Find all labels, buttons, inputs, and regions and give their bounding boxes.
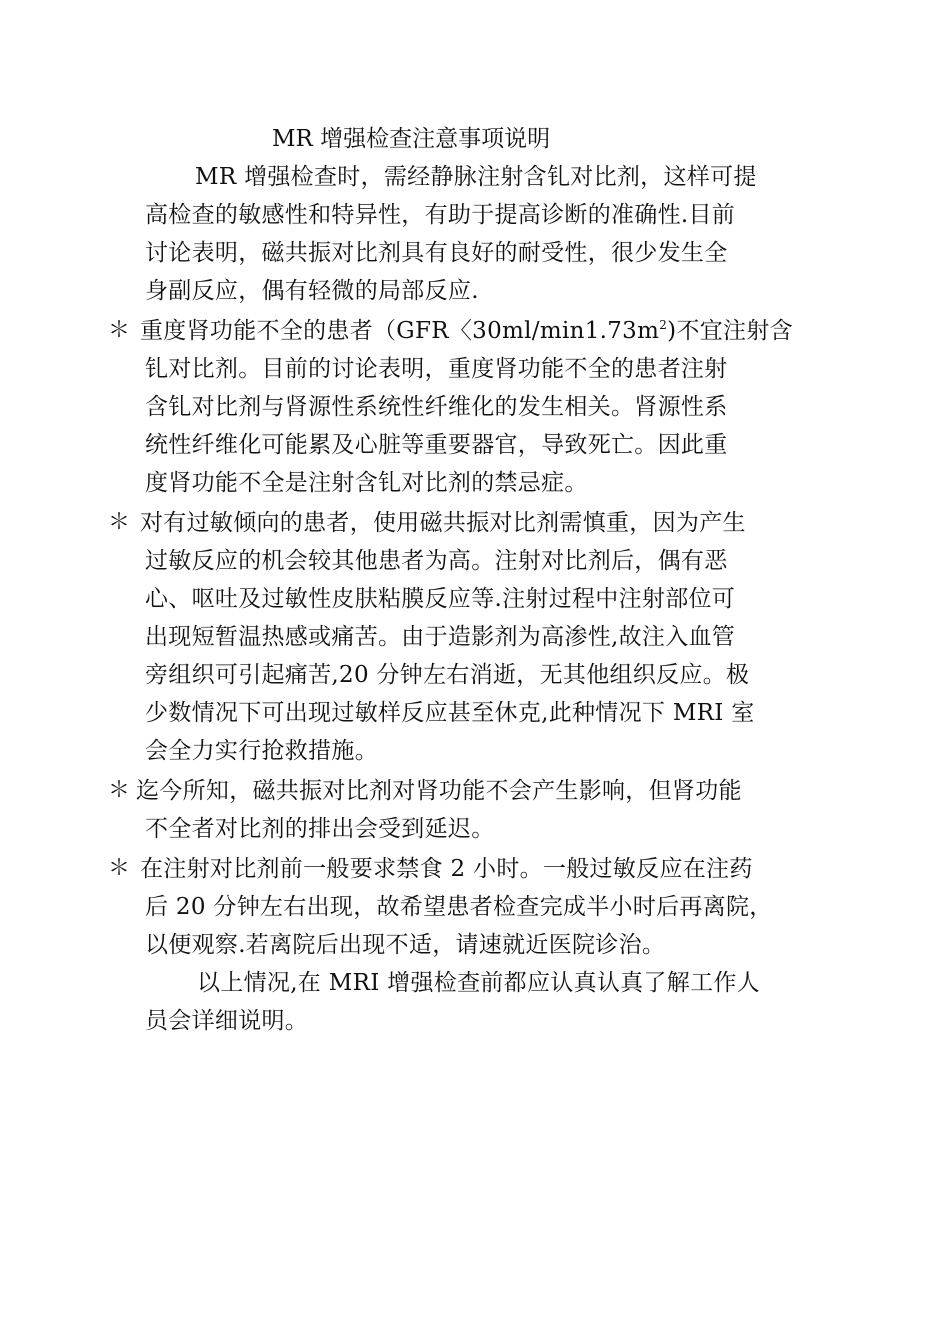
bullet-1-line: 含钆对比剂与肾源性系统性纤维化的发生相关。肾源性系: [145, 394, 728, 420]
bullet-marker: ＊: [108, 856, 131, 881]
bullet-3-line: 不全者对比剂的排出会受到延迟。: [145, 816, 495, 842]
bullet-2-line: 心、呕吐及过敏性皮肤粘膜反应等.注射过程中注射部位可: [145, 586, 736, 612]
document-title: MR 增强检查注意事项说明: [272, 126, 551, 152]
bullet-1-text: 重度肾功能不全的患者（GFR〈30ml/min1.73m: [140, 318, 660, 344]
closing-line: 员会详细说明。: [145, 1008, 309, 1034]
bullet-2-line: 旁组织可引起痛苦,20 分钟左右消逝，无其他组织反应。极: [145, 662, 750, 688]
bullet-2-line: 出现短暂温热感或痛苦。由于造影剂为高渗性,故注入血管: [145, 624, 736, 650]
closing-line: 以上情况,在 MRI 增强检查前都应认真认真了解工作人: [197, 970, 760, 996]
bullet-1-first-line: [140, 312, 793, 350]
bullet-4-line: 在注射对比剂前一般要求禁食 2 小时。一般过敏反应在注药: [140, 856, 753, 882]
intro-line: 身副反应，偶有轻微的局部反应.: [145, 278, 479, 304]
bullet-marker: ＊: [108, 318, 131, 343]
intro-line: 高检查的敏感性和特异性，有助于提高诊断的准确性.目前: [145, 202, 736, 228]
bullet-2-line: 少数情况下可出现过敏样反应甚至休克,此种情况下 MRI 室: [145, 700, 755, 726]
bullet-1-line: 钆对比剂。目前的讨论表明，重度肾功能不全的患者注射: [145, 356, 728, 382]
bullet-1-line: 度肾功能不全是注射含钆对比剂的禁忌症。: [145, 470, 588, 496]
bullet-marker: ＊: [108, 778, 131, 803]
bullet-2-line: 对有过敏倾向的患者，使用磁共振对比剂需慎重，因为产生: [140, 510, 746, 536]
bullet-marker: ＊: [108, 510, 131, 535]
bullet-1-text: )不宜注射含: [667, 318, 793, 344]
bullet-2-line: 过敏反应的机会较其他患者为高。注射对比剂后，偶有恶: [145, 548, 728, 574]
bullet-4-line: 以便观察.若离院后出现不适，请速就近医院诊治。: [145, 932, 666, 958]
superscript: 2: [659, 318, 668, 332]
bullet-3-line: 迄今所知，磁共振对比剂对肾功能不会产生影响，但肾功能: [136, 778, 742, 804]
intro-line: MR 增强检查时，需经静脉注射含钆对比剂，这样可提: [195, 164, 757, 190]
intro-line: 讨论表明，磁共振对比剂具有良好的耐受性，很少发生全: [145, 240, 728, 266]
bullet-1-line: 统性纤维化可能累及心脏等重要器官，导致死亡。因此重: [145, 432, 728, 458]
bullet-4-line: 后 20 分钟左右出现，故希望患者检查完成半小时后再离院，: [145, 894, 773, 920]
bullet-2-line: 会全力实行抢救措施。: [145, 738, 378, 764]
